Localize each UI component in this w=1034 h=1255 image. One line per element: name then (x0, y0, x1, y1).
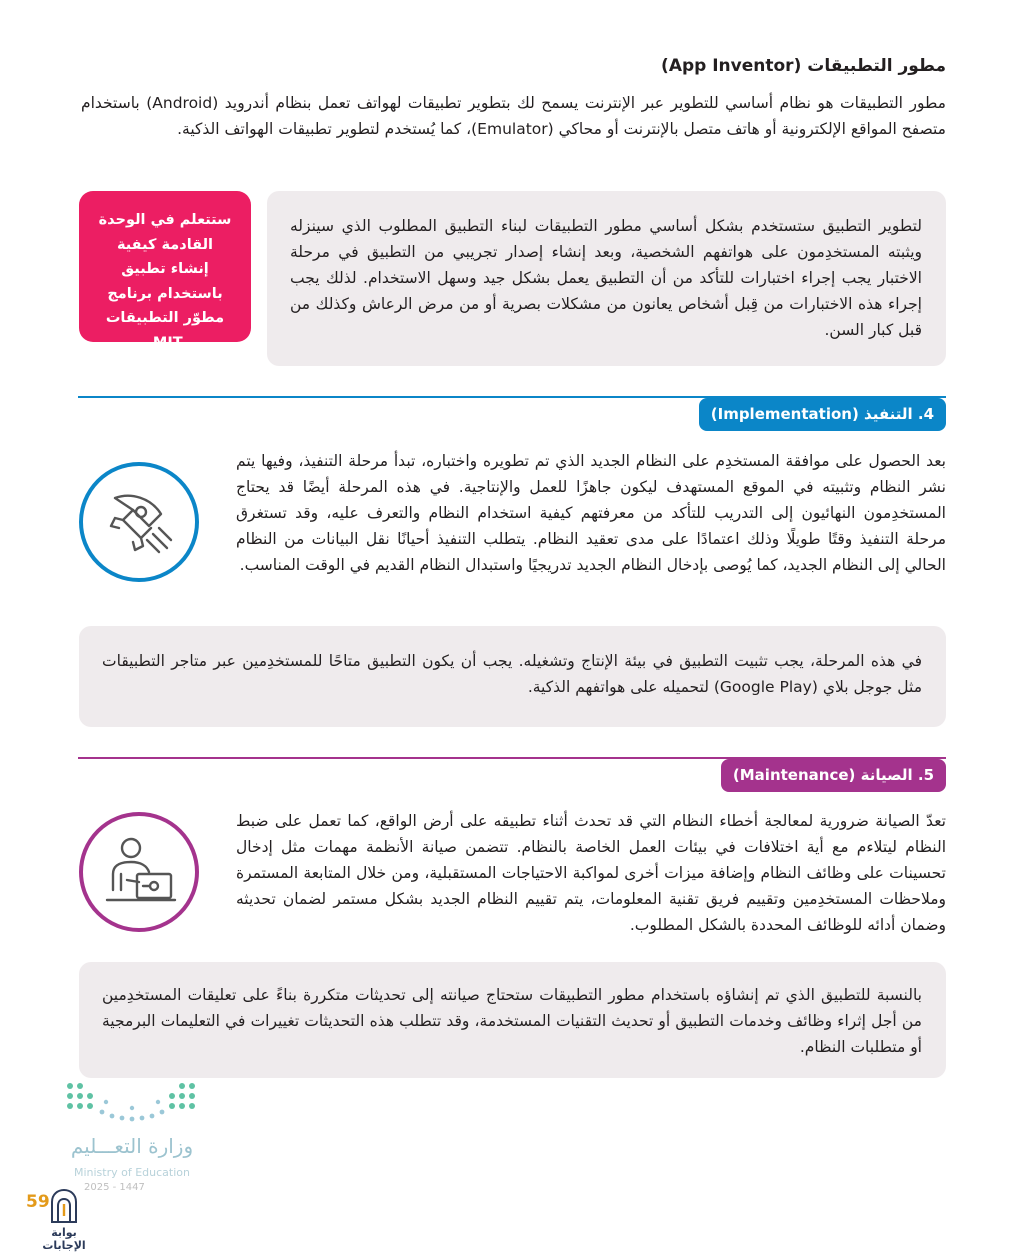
rocket-icon (79, 462, 199, 582)
app-inventor-title: مطور التطبيقات (App Inventor) (661, 56, 946, 76)
maintenance-heading: 5. الصيانة (Maintenance) (721, 759, 946, 792)
app-inventor-note-text: لتطوير التطبيق ستستخدم بشكل أساسي مطور التطبيقات لبناء التطبيق المطلوب الذي سينزله ويثبته المستخدِمون على هواتفهم الشخصية، وبعد إنشاء إصدار تجريبي من التطبيق في مرحلة الاختبار يجب إجراء اختبارات للتأكد من أن التطبيق يعمل بشكل جيد وسهل الاستخدام. لذلك يجب إجراء هذه الاختبارات من قِبل أشخاص يعانون من مشكلات بصرية أو من مرض الرعاش وكذلك من قبل كبار السن. (290, 217, 922, 339)
ministry-name-en: Ministry of Education (73, 1166, 190, 1179)
implementation-body: بعد الحصول على موافقة المستخدِم على النظام الجديد الذي تم تطويره واختباره، تبدأ مرحلة التنفيذ، وفيها يتم نشر النظام وتثبيته في الموقع المستهدف ليكون جاهزًا للعمل والإنتاجية. في هذه المرحلة أيضًا قد يحتاج المستخدِمون النهائيون إلى التدريب للتأكد من معرفتهم كيفية استخدام النظام والتعرف عليه، وقد تستغرق مرحلة التنفيذ وقتًا طويلًا وذلك اعتمادًا على مدى تعقيد النظام. يتطلب التنفيذ أحيانًا نقل البيانات من النظام الحالي إلى النظام الجديد، كما يُوصى بإدخال النظام الجديد تدريجيًا واستبدال النظام القديم في الوقت المناسب. (236, 452, 946, 574)
maintenance-body: تعدّ الصيانة ضرورية لمعالجة أخطاء النظام التي قد تحدث أثناء تطبيقه على أرض الواقع، كما تعمل على ضبط النظام ليتلاءم مع أية اختلافات في بيئات العمل الخاصة بالنظام. تتضمن صيانة الأنظمة مهمات مثل إدخال تحسينات على وظائف النظام وإضافة ميزات أخرى لمواكبة الاحتياجات المستقبلية، ومن خلال المتابعة المستمرة وملاحظات المستخدِمين وتقييم فريق تقنية المعلومات، يتم تقييم النظام الجديد بشكل مستمر لضمان تحديثه وضمان أدائه للوظائف المحددة بالشكل المطلوب. (236, 812, 946, 934)
maintenance-note-text: بالنسبة للتطبيق الذي تم إنشاؤه باستخدام مطور التطبيقات ستحتاج صيانته إلى تحديثات متكررة بناءً على تعليقات المستخدِمين من أجل إثراء وظائف وخدمات التطبيق أو تحديث التقنيات المستخدمة، وقد تتطلب هذه التحديثات تغييرات في التعليمات البرمجية أو متطلبات النظام. (102, 986, 922, 1056)
implementation-heading: 4. التنفيذ (Implementation) (699, 398, 946, 431)
pink-tip-box (79, 191, 251, 351)
maintenance-note-box (79, 962, 946, 1078)
pink-tip-text: ستتعلم في الوحدة القادمة كيفية إنشاء تطبيق باستخدام برنامج مطوّر التطبيقات MIT. (98, 212, 232, 351)
watermark-text: بوابة الإجابات (42, 1226, 86, 1252)
page-number: 59 (26, 1192, 50, 1212)
implementation-note-box (79, 626, 946, 727)
technician-icon (79, 812, 199, 932)
edition-year: 2025 - 1447 (84, 1182, 145, 1193)
ministry-name-ar: وزارة التعـــليم (70, 1134, 194, 1158)
app-inventor-note-box (267, 191, 946, 366)
app-inventor-intro: مطور التطبيقات هو نظام أساسي للتطوير عبر الإنترنت يسمح لك بتطوير تطبيقات لهواتف تعمل بنظام أندرويد (Android) باستخدام متصفح المواقع الإلكترونية أو هاتف متصل بالإنترنت أو محاكي (Emulator)، كما يُستخدم لتطوير تطبيقات الهواتف الذكية. (81, 94, 946, 138)
implementation-note-text: في هذه المرحلة، يجب تثبيت التطبيق في بيئة الإنتاج وتشغيله. يجب أن يكون التطبيق متاحًا للمستخدِمين عبر متاجر التطبيقات مثل جوجل بلاي (Google Play) لتحميله على هواتفهم الذكية. (102, 652, 922, 696)
ministry-logo-dots (62, 1080, 202, 1124)
watermark-logo-icon (44, 1186, 84, 1226)
